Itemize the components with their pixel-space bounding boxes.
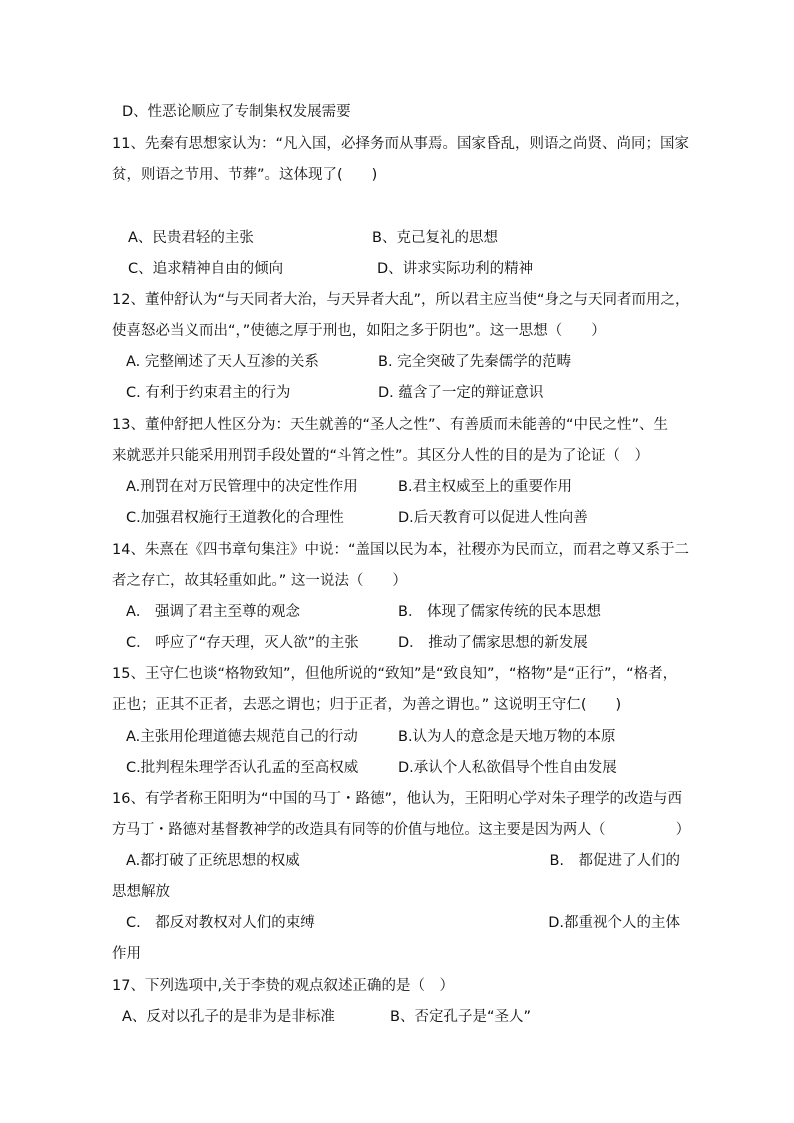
- q12-stem-line1: 12、董仲舒认为“与天同者大治，与天异者大乱”，所以君主应当使“身之与天同者而用之，: [112, 292, 690, 308]
- q14-option-a: A． 强调了君主至尊的观念: [126, 604, 301, 620]
- q16-option-d: D.都重视个人的主体: [548, 915, 680, 931]
- q15-option-a: A.主张用伦理道德去规范自己的行动: [126, 729, 358, 745]
- q13-option-d: D.后天教育可以促进人性向善: [398, 510, 588, 526]
- q12-option-b: B. 完全突破了先秦儒学的范畴: [378, 354, 572, 370]
- q13-option-c: C.加强君权施行王道教化的合理性: [126, 510, 344, 526]
- q13-stem-line1: 13、董仲舒把人性区分为：天生就善的“圣人之性”、有善质而未能善的“中民之性”、生: [112, 417, 668, 433]
- q11-option-d: D、讲求实际功利的精神: [377, 261, 534, 277]
- q11-stem-line2: 贫，则语之节用、节葬”。这体现了( ): [112, 167, 378, 183]
- q15-stem-line2: 正也；正其不正者，去恶之谓也；归于正者，为善之谓也。” 这说明王守仁( ): [112, 697, 622, 713]
- q13-option-b: B.君主权威至上的重要作用: [398, 479, 573, 495]
- q16-option-b: B. 都促进了人们的: [549, 853, 680, 869]
- q16-option-c: C. 都反对教权对人们的束缚: [126, 915, 315, 931]
- q17-stem-line1: 17、下列选项中,关于李贽的观点叙述正确的是（ ）: [112, 978, 455, 994]
- q11-option-c: C、追求精神自由的倾向: [128, 261, 284, 277]
- q14-stem-line2: 者之存亡，故其轻重如此。” 这一说法（ ）: [112, 573, 407, 589]
- q15-option-c: C.批判程朱理学否认孔孟的至高权威: [126, 760, 359, 776]
- q16-stem-line2: 方马丁・路德对基督教神学的改造具有同等的价值与地位。这主要是因为两人（ ）: [112, 822, 690, 838]
- q13-stem-line2: 来就恶并只能采用刑罚手段处置的“斗筲之性”。其区分人性的目的是为了论证（ ）: [112, 448, 650, 464]
- q13-option-a: A.刑罚在对万民管理中的决定性作用: [126, 479, 358, 495]
- q16-option-a: A.都打破了正统思想的权威: [126, 853, 300, 869]
- q15-option-b: B.认为人的意念是天地万物的本原: [398, 729, 616, 745]
- q16-stem-line1: 16、有学者称王阳明为“中国的马丁・路德”，他认为，王阳明心学对朱子理学的改造与西: [112, 791, 682, 807]
- q12-option-c: C. 有利于约束君主的行为: [126, 385, 291, 401]
- q12-option-a: A. 完整阐述了天人互渗的关系: [126, 354, 319, 370]
- q11-option-a: A、民贵君轻的主张: [128, 230, 254, 246]
- q15-stem-line1: 15、王守仁也谈“格物致知”，但他所说的“致知”是“致良知”，“格物”是“正行”，“格者，: [112, 666, 678, 682]
- q15-option-d: D.承认个人私欲倡导个性自由发展: [398, 760, 617, 776]
- q14-stem-line1: 14、朱熹在《四书章句集注》中说：“盖国以民为本，社稷亦为民而立，而君之尊又系于二: [112, 542, 689, 558]
- q17-option-b: B、否定孔子是“圣人”: [390, 1009, 531, 1025]
- q11-stem-line1: 11、先秦有思想家认为：“凡入国，必择务而从事焉。国家昏乱，则语之尚贤、尚同；国家: [112, 136, 689, 152]
- q14-option-b: B． 体现了儒家传统的民本思想: [398, 604, 602, 620]
- q10-option-d: D、性恶论顺应了专制集权发展需要: [122, 104, 351, 120]
- q16-option-b-continued: 思想解放: [112, 884, 170, 900]
- q16-option-d-continued: 作用: [112, 946, 141, 962]
- q11-option-b: B、克己复礼的思想: [372, 230, 498, 246]
- q14-option-d: D． 推动了儒家思想的新发展: [398, 635, 588, 651]
- q14-option-c: C． 呼应了“存天理，灭人欲”的主张: [126, 635, 359, 651]
- q17-option-a: A、反对以孔子的是非为是非标准: [122, 1009, 335, 1025]
- q12-option-d: D. 蕴含了一定的辩证意识: [378, 385, 544, 401]
- q12-stem-line2: 使喜怒必当义而出“，”使德之厚于刑也，如阳之多于阴也”。这一思想（ ）: [112, 323, 606, 339]
